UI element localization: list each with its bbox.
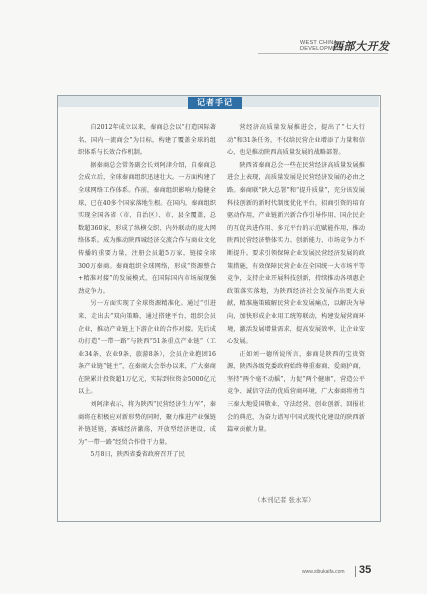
footer-url: www.xibukaifa.com: [302, 569, 345, 575]
masthead-divider: [258, 53, 388, 54]
footer-divider: [355, 566, 356, 577]
box-title: 记者手记: [188, 97, 242, 109]
article-paragraph: 据秦商总会常务副会长刘阿津介绍，自秦商总会成立后，全球秦商组织迅速壮大。一方面构建了全球网络工作体系。作前，秦商组织影响力稳健全球，已在40多个国家落地生根。在国内，秦商组织实现全国各省（市、自治区）、市、县全覆盖，总数超360家，形成了纵横交织、内外联动的庞大网络体系。成为推动陕西城经济交流合作与商业文化传播的重要力量，注册会员超5万家，链接全球300万秦商。秦商组织全球网络，形成“资源整合+精准对接”的发展模式，在国际国内市场展现强劲竞争力。: [78, 161, 216, 295]
page-number: 35: [359, 564, 372, 576]
article-paragraph: 营经济高质量发展推进会，提出了“七大行动”和31条任务，不仅给民营企业增添了力量和信心，也是推动陕西高质量发展的战略部署。: [227, 124, 365, 157]
article-paragraph: 正如刘一德所说所言，秦商是陕西的宝贵资源，陕西各级党委政府始终尊重秦商、爱商护商，坚持“两个毫不动摇”，力促“两个健康”，营造公平竞争、诚信守法的优质营商环境，广大秦商将勇当三秦大地爱国敬业、守法经营、创业创新、回报社会的典范，为奋力谱写中国式现代化建设的陕西新篇章贡献力量。: [227, 350, 365, 434]
masthead-en-line2: DEVELOPMENT: [300, 46, 345, 52]
article-paragraph: 自2012年成立以来，秦商总会以“打造国际著名、国内一流商会”为目标，构建了覆盖全球的组织体系与长效合作机制。: [78, 124, 216, 157]
masthead-en-line1: WEST CHINA: [300, 40, 338, 46]
masthead-logo-text: 西部大开发: [332, 40, 390, 53]
article-paragraph: 陕西省秦商总会一些在民营经济高质量发展推进会上表现，高质量发展是民营经济发展的必由之路。秦商联“陕大总署”和“提升质量”，充分该发展科技创新的新时代制度优化平台，招商引资的培育驱动作用，产业链新兴新合作引导作用、国企民企的互促共进作用、多元平台的示范赋能作用，推动陕西民营经济整体实力、创新能力、市场竞争力不断提升。要求引领保障企业发展民营经济发展的政策措施，有效保障民营企业在全国统一大市场平等竞争，支持企业开展科技创新，持续推动各项惠企政策落实落地，为陕西经济社会发展作出更大贡献，精准施策破解民营企业发展痛点，以解决为导向，加快形成企业用工统筹联动，构建发展营商环境，激活发展增量需求，提高发展效率，让企业安心发展。: [227, 161, 365, 346]
article-column-right: [227, 122, 365, 437]
byline: （本刊记者 张永军）: [254, 496, 315, 504]
article-paragraph: 另一方面实现了全球资源精准化。通过“引进来、走出去”双向策略，通过搭建平台，组织会员企业，推动产业链上下游企业的合作对接。先后成功打造“一带一路”与陕西“51条重点产业链”（工业34条，农业9条，旅游8条），会员企业抱团16条产业链“链主”，在秦商大会举办以来，广大秦商在陕累计投资超1万亿元，实际到位资金5000亿元以上。: [78, 300, 216, 396]
article-paragraph: 5月8日，陕西省委省政府召开了民: [90, 451, 185, 459]
article-column-left: [78, 122, 216, 462]
article-paragraph: 刘阿津表示，将为陕西“民营经济生力军”，秦商将在积极应对新形势的同时，聚力推进产业强链补链延链，赛城经济激荡，开放型经济建设，成为“一带一路”经贸合作骨干力量。: [78, 401, 216, 446]
